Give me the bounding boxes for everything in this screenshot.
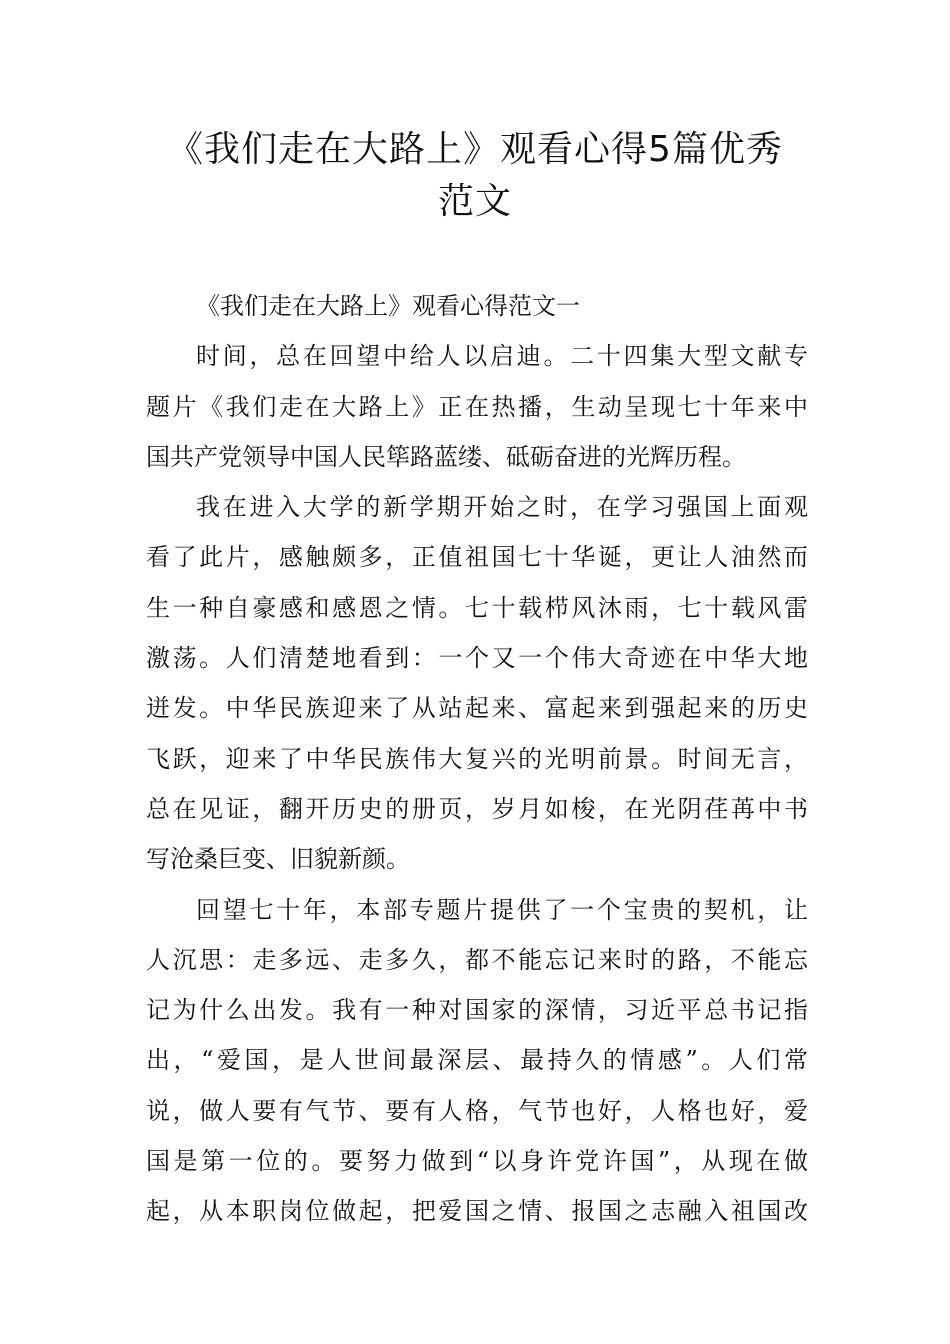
paragraph-2-line-4: 激荡。人们清楚地看到：一个又一个伟大奇迹在中华大地: [146, 644, 808, 673]
paragraph-2-line-5: 迸发。中华民族迎来了从站起来、富起来到强起来的历史: [146, 694, 808, 723]
document-title: [140, 124, 810, 228]
paragraph-2-line-2: 看了此片，感触颇多，正值祖国七十华诞，更让人油然而: [146, 543, 808, 572]
paragraph-3-line-4: 出，“爱国，是人世间最深层、最持久的情感”。人们常: [146, 1046, 808, 1075]
paragraph-3-line-2: 人沉思：走多远、走多久，都不能忘记来时的路，不能忘: [146, 945, 808, 974]
paragraph-3-line-6: 国是第一位的。要努力做到“以身许党许国”，从现在做: [146, 1147, 808, 1176]
paragraph-3-line-7: 起，从本职岗位做起，把爱国之情、报国之志融入祖国改: [146, 1197, 808, 1226]
paragraph-3-line-5: 说，做人要有气节、要有人格，气节也好，人格也好，爱: [146, 1096, 808, 1125]
paragraph-2-line-3: 生一种自豪感和感恩之情。七十载栉风沐雨，七十载风雷: [146, 593, 808, 622]
paragraph-2-line-8: 写沧桑巨变、旧貌新颜。: [146, 845, 410, 874]
paragraph-1-line-3: 国共产党领导中国人民筚路蓝缕、砥砺奋进的光辉历程。: [146, 442, 746, 471]
paragraph-3-line-1: 回望七十年，本部专题片提供了一个宝贵的契机，让: [196, 895, 808, 924]
paragraph-3-line-3: 记为什么出发。我有一种对国家的深情，习近平总书记指: [146, 996, 808, 1025]
title-line-1: 《我们走在大路上》观看心得5篇优秀: [167, 129, 783, 170]
paragraph-1-line-2: 题片《我们走在大路上》正在热播，生动呈现七十年来中: [146, 392, 808, 421]
section-heading: 《我们走在大路上》观看心得范文一: [196, 292, 580, 320]
paragraph-2-line-7: 总在见证，翻开历史的册页，岁月如梭，在光阴荏苒中书: [146, 794, 808, 823]
paragraph-1-line-1: 时间，总在回望中给人以启迪。二十四集大型文献专: [196, 342, 808, 371]
paragraph-2-line-6: 飞跃，迎来了中华民族伟大复兴的光明前景。时间无言，: [146, 744, 808, 773]
title-line-2: 范文: [437, 181, 512, 222]
paragraph-2-line-1: 我在进入大学的新学期开始之时，在学习强国上面观: [196, 493, 808, 522]
document-body: [146, 281, 808, 1237]
